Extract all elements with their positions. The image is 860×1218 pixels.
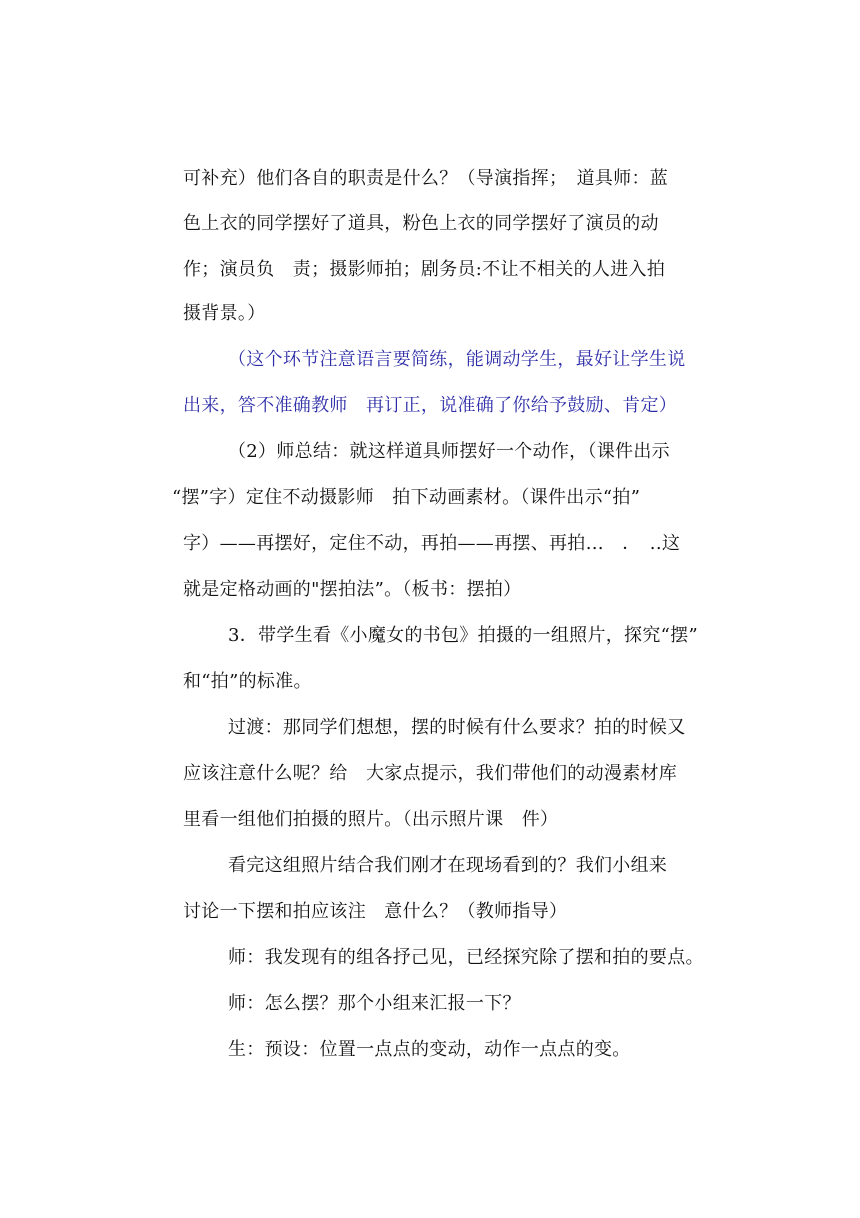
paragraph-line: 看完这组照片结合我们刚才在现场看到的？我们小组来 xyxy=(228,855,668,876)
teacher-note-line: （这个环节注意语言要简练，能调动学生，最好让学生说 xyxy=(228,349,686,370)
paragraph-line: “摆”字）定住不动摄影师 拍下动画素材。（课件出示“拍” xyxy=(172,487,641,508)
paragraph-line: 作；演员负 责；摄影师拍；剧务员:不让不相关的人进入拍 xyxy=(183,259,666,280)
teacher-note-line: 出来，答不准确教师 再订正，说准确了你给予鼓励、肯定） xyxy=(183,395,678,416)
paragraph-line: 色上衣的同学摆好了道具，粉色上衣的同学摆好了演员的动 xyxy=(183,213,659,234)
section-heading-line: 和“拍”的标准。 xyxy=(183,671,312,692)
dialogue-line: 师：我发现有的组各抒己见，已经探究除了摆和拍的要点。 xyxy=(228,947,704,968)
paragraph-line: 里看一组他们拍摄的照片。（出示照片课 件） xyxy=(183,809,559,830)
paragraph-line: 过渡：那同学们想想，摆的时候有什么要求？拍的时候又 xyxy=(228,717,686,738)
paragraph-line: （2）师总结：就这样道具师摆好一个动作，（课件出示 xyxy=(228,441,670,462)
dialogue-line: 生：预设：位置一点点的变动，动作一点点的变。 xyxy=(228,1039,631,1060)
paragraph-line: 就是定格动画的"摆拍法”。（板书：摆拍） xyxy=(183,579,522,600)
section-heading-line: 3．带学生看《小魔女的书包》拍摄的一组照片，探究“摆” xyxy=(228,625,698,646)
paragraph-line: 应该注意什么呢？给 大家点提示，我们带他们的动漫素材库 xyxy=(183,763,678,784)
paragraph-line: 可补充）他们各自的职责是什么？（导演指挥； 道具师：蓝 xyxy=(183,168,669,189)
paragraph-line: 字）——再摆好，定住不动，再拍——再摆、再拍… ． ..这 xyxy=(183,533,681,554)
paragraph-line: 讨论一下摆和拍应该注 意什么？（教师指导） xyxy=(183,901,568,922)
dialogue-line: 师：怎么摆？那个小组来汇报一下？ xyxy=(228,993,521,1014)
paragraph-line: 摄背景。） xyxy=(183,303,266,324)
